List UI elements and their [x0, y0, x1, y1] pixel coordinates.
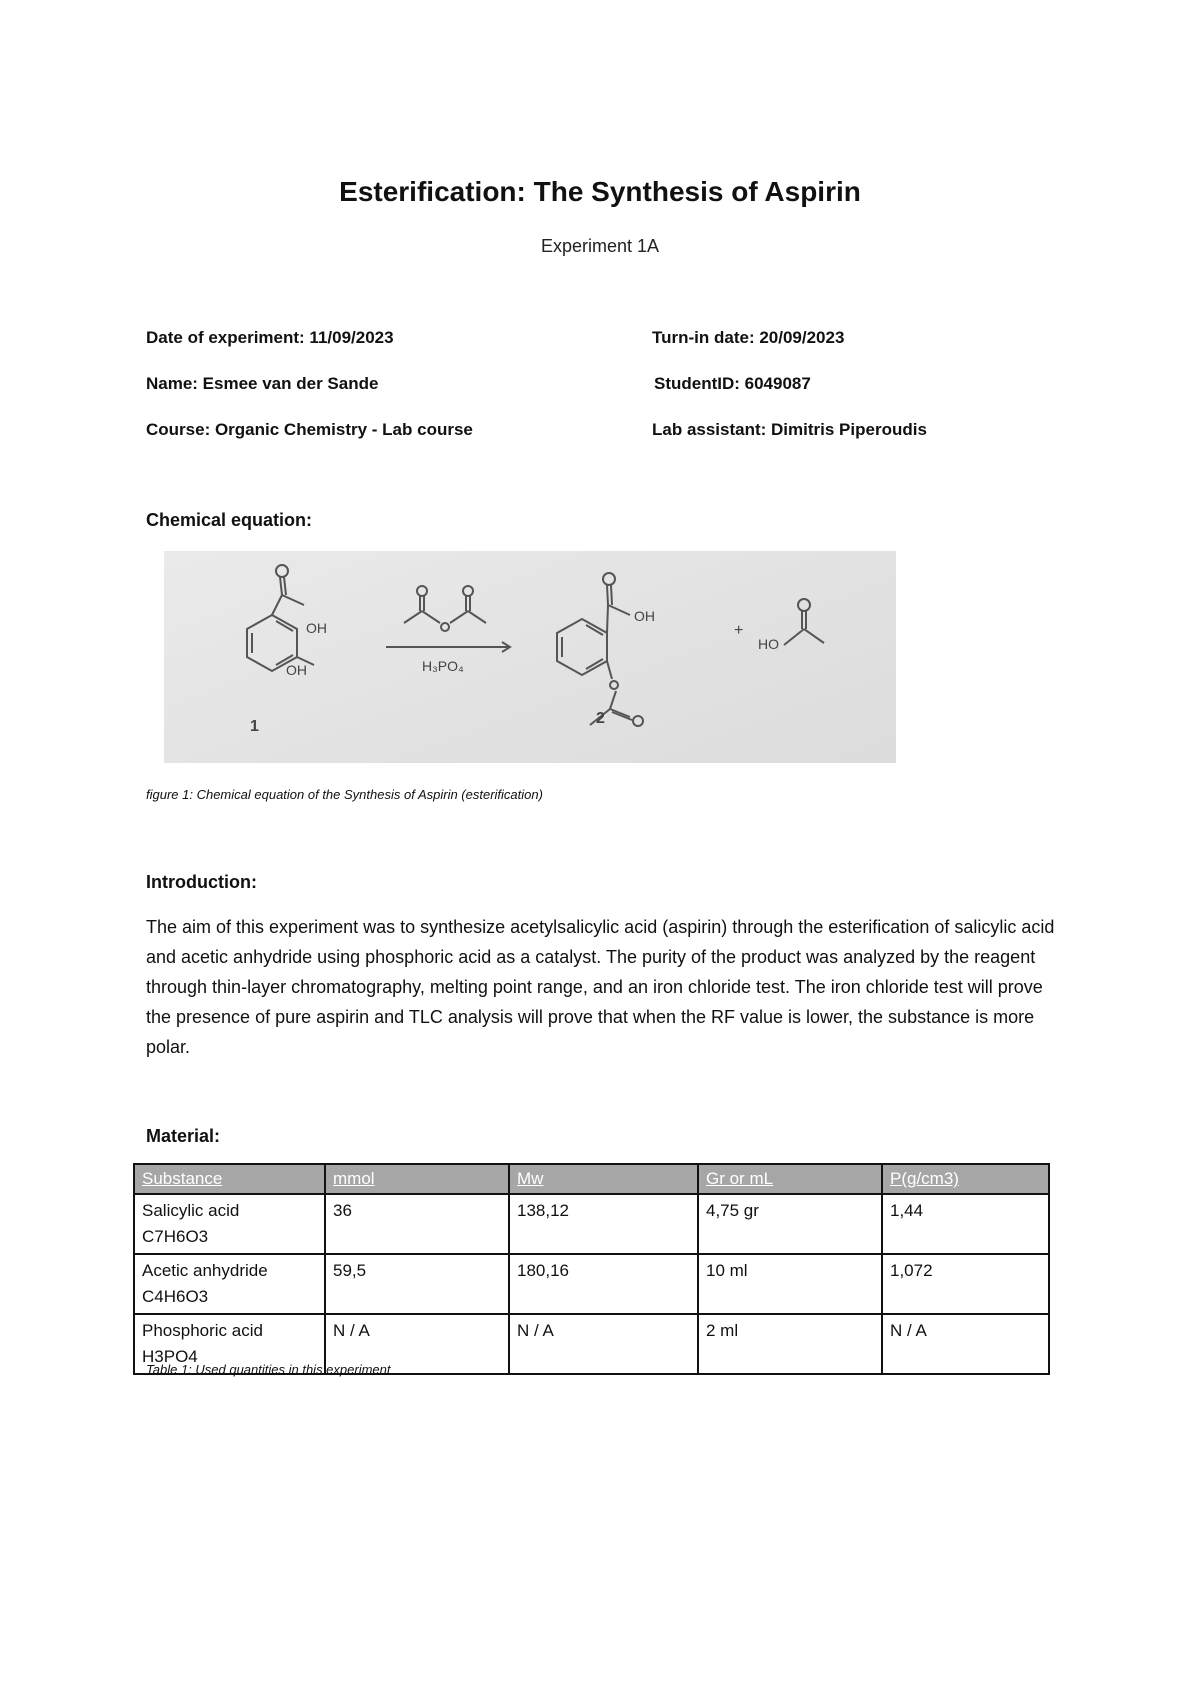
- column-header-amount: Gr or mL: [698, 1164, 882, 1194]
- amount-cell: 10 ml: [698, 1254, 882, 1314]
- column-header-mw: Mw: [509, 1164, 698, 1194]
- substance-formula: C4H6O3: [142, 1287, 209, 1306]
- density-cell: 1,072: [882, 1254, 1049, 1314]
- reaction-scheme-drawing: [164, 551, 896, 763]
- materials-table: [133, 1163, 1050, 1375]
- benzene-ring-2: [557, 619, 607, 675]
- chemical-equation-figure: [164, 551, 896, 763]
- date-of-experiment: Date of experiment: 11/09/2023: [146, 328, 394, 347]
- label-compound-1: 1: [250, 718, 259, 735]
- mw-cell: 138,12: [509, 1194, 698, 1254]
- substance-name: Salicylic acid: [142, 1201, 240, 1220]
- figure-caption: figure 1: Chemical equation of the Synthesis of Aspirin (esterification): [146, 787, 543, 802]
- mw-cell: 180,16: [509, 1254, 698, 1314]
- introduction-heading: Introduction:: [146, 872, 257, 892]
- substance-name: Acetic anhydride: [142, 1261, 268, 1280]
- mmol-cell: N / A: [325, 1314, 509, 1374]
- mmol-cell: 36: [325, 1194, 509, 1254]
- document-title: Esterification: The Synthesis of Aspirin: [339, 176, 861, 207]
- label-oh-bottom: OH: [286, 662, 307, 678]
- table-caption: Table 1: Used quantities in this experiment: [146, 1362, 391, 1377]
- label-product-oh: OH: [634, 608, 655, 624]
- table-row: [134, 1254, 1049, 1314]
- introduction-text: The aim of this experiment was to synthesize acetylsalicylic acid (aspirin) through the esterification of salicylic acid and acetic anhydride using phosphoric acid as a catalyst. The purity of the product was analyzed by the reagent through thin-layer chromatography, melting point range, and an iron chloride test. The iron chloride test will prove the presence of pure aspirin and TLC analysis will prove that when the RF value is lower, the substance is more polar.: [146, 917, 1055, 1057]
- student-name: Name: Esmee van der Sande: [146, 374, 379, 393]
- substance-name: Phosphoric acid: [142, 1321, 263, 1340]
- mmol-cell: 59,5: [325, 1254, 509, 1314]
- course-name: Course: Organic Chemistry - Lab course: [146, 420, 473, 439]
- substance-formula: C7H6O3: [142, 1227, 209, 1246]
- density-cell: 1,44: [882, 1194, 1049, 1254]
- substance-cell: [134, 1254, 325, 1314]
- document-subtitle: Experiment 1A: [540, 236, 660, 256]
- column-header-mmol: mmol: [325, 1164, 509, 1194]
- label-oh-top: OH: [306, 620, 327, 636]
- turn-in-date: Turn-in date: 20/09/2023: [652, 328, 845, 347]
- column-header-density: P(g/cm3): [882, 1164, 1049, 1194]
- lab-assistant: Lab assistant: Dimitris Piperoudis: [652, 420, 927, 439]
- label-ho: HO: [758, 636, 779, 652]
- substance-cell: [134, 1194, 325, 1254]
- material-heading: Material:: [146, 1126, 221, 1146]
- amount-cell: 4,75 gr: [698, 1194, 882, 1254]
- column-header-substance: Substance: [134, 1164, 325, 1194]
- label-catalyst: H₃PO₄: [422, 658, 464, 674]
- density-cell: N / A: [882, 1314, 1049, 1374]
- substance-formula: H3PO4: [142, 1347, 198, 1366]
- amount-cell: 2 ml: [698, 1314, 882, 1374]
- label-plus: +: [734, 622, 744, 639]
- table-row: [134, 1194, 1049, 1254]
- mw-cell: N / A: [509, 1314, 698, 1374]
- chemical-equation-heading: Chemical equation:: [146, 510, 313, 530]
- table-header-row: [134, 1164, 1049, 1194]
- label-compound-2: 2: [596, 710, 605, 727]
- student-id: StudentID: 6049087: [654, 374, 811, 393]
